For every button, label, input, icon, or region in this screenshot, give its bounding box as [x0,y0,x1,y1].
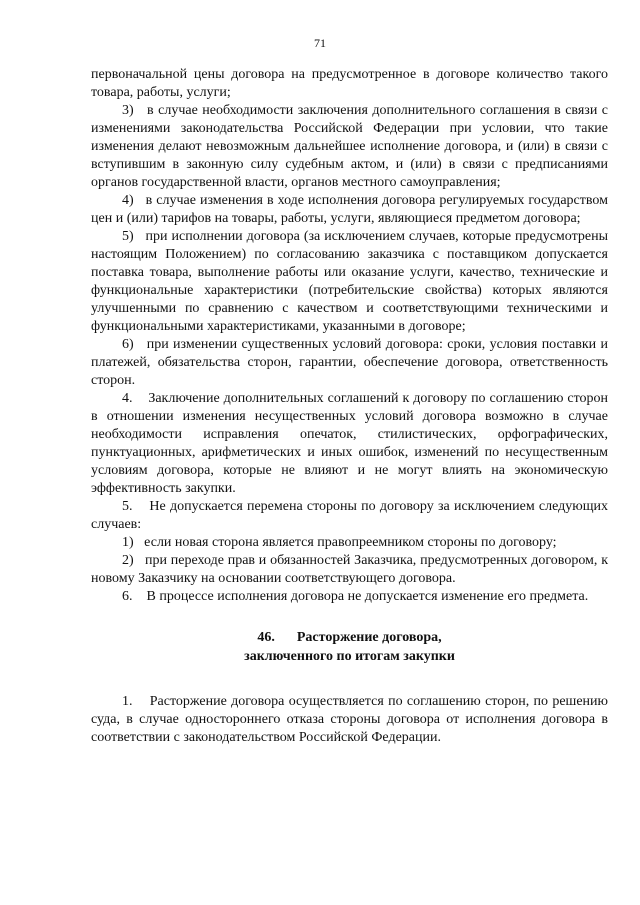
section-title-line-2: заключенного по итогам закупки [244,649,455,664]
document-body [91,66,608,747]
section-number: 46. [257,630,275,645]
list-item-3: 3) в случае необходимости заключения дополнительного соглашения в связи с изменениями законодательства Российской Федерации при условии, что такие изменения делают невозможным дальнейшее исполнение договора, и (или) в связи с вступившим в законную силу судебным актом, и (или) в связи с предписаниями органов государственной власти, органов местного самоуправления; [91,103,608,190]
list-item-4: 4) в случае изменения в ходе исполнения договора регулируемых государством цен и (или) тарифов на товары, работы, услуги, являющиеся предметом договора; [91,193,608,226]
section-heading-line-1 [91,628,608,647]
clause-4: 4. Заключение дополнительных соглашений к договору по соглашению сторон в отношении изменения несущественных условий договора возможно в случае необходимости исправления опечаток, стилистических, орфографических, пунктуационных, арифметических и иных ошибок, изменений по несущественным условиям договора, которые не влияют и не могут влиять на экономическую эффективность закупки. [91,391,608,496]
list-item-6: 6) при изменении существенных условий договора: сроки, условия поставки и платежей, обязательства сторон, гарантии, обеспечение договора, ответственность сторон. [91,337,608,388]
section-title-line-1: Расторжение договора, [296,630,442,645]
clause-5-item-2: 2) при переходе прав и обязанностей Заказчика, предусмотренных договором, к новому Заказчику на основании соответствующего договора. [91,553,608,586]
section-46-clause-1: 1. Расторжение договора осуществляется по соглашению сторон, по решению суда, в случае одностороннего отказа стороны договора от исполнения договора в соответствии с законодательством Российской Федерации. [91,694,608,745]
paragraph-continuation: первоначальной цены договора на предусмотренное в договоре количество такого товара, работы, услуги; [91,67,608,100]
section-heading [91,628,608,666]
page-number: 71 [314,36,326,50]
clause-5: 5. Не допускается перемена стороны по договору за исключением следующих случаев: [91,499,608,532]
clause-5-item-1: 1) если новая сторона является правопреемником стороны по договору; [122,535,557,550]
list-item-5: 5) при исполнении договора (за исключением случаев, которые предусмотрены настоящим Положением) по согласованию заказчика с поставщиком допускается поставка товара, выполнение работы или оказание услуги, качество, технические и функциональные характеристики (потребительские свойства) которых являются улучшенными по сравнению с качеством и соответствующими техническими и функциональными характеристиками, указанными в договоре; [91,229,608,334]
clause-6: 6. В процессе исполнения договора не допускается изменение его предмета. [122,589,589,604]
